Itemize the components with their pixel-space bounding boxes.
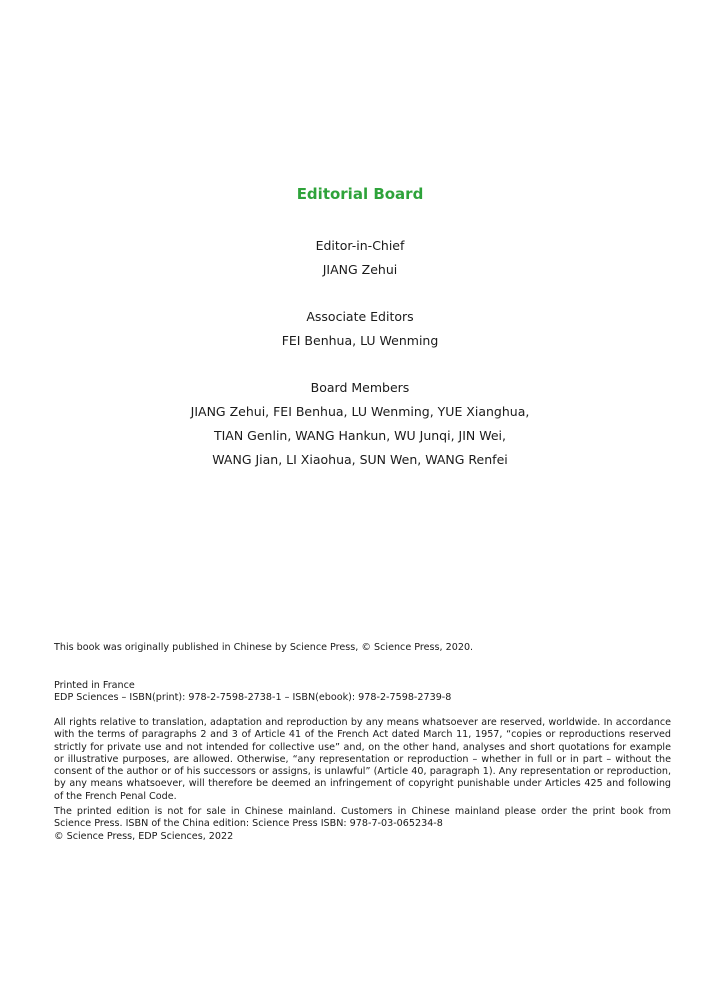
- editor-in-chief-label: Editor-in-Chief: [315, 238, 405, 253]
- original-publication-note: [54, 642, 671, 654]
- page-title: Editorial Board: [296, 185, 424, 203]
- edition-notice: [54, 806, 671, 843]
- board-members-line: TIAN Genlin, WANG Hankun, WU Junqi, JIN Wei,: [213, 428, 506, 443]
- edition-text: The printed edition is not for sale in Chinese mainland. Customers in Chinese mainland please order the print book from Science Press. ISBN of the China edition: Science Press ISBN: 978-7-03-065234-8: [54, 806, 671, 830]
- copyright-text: © Science Press, EDP Sciences, 2022: [54, 830, 234, 842]
- rights-text: All rights relative to translation, adaptation and reproduction by any means whatsoever are reserved, worldwide. In accordance with the terms of paragraphs 2 and 3 of Article 41 of the French Act dated March 11, 1957, “copies or reproductions reserved strictly for private use and not intended for collective use” and, on the other hand, analyses and short quotations for example or illustrative purposes, are allowed. Otherwise, “any representation or reproduction – whether in full or in part – without the consent of the author or of his successors or assigns, is unlawful” (Article 40, paragraph 1). Any representation or reproduction, by any means whatsoever, will therefore be deemed an infringement of copyright punishable under Articles 425 and following of the French Penal Code.: [54, 717, 671, 802]
- editorial-board: [0, 182, 720, 495]
- printed-in-text: Printed in France: [54, 680, 135, 691]
- editor-in-chief-name: JIANG Zehui: [322, 262, 398, 277]
- editor-in-chief-section: [0, 234, 720, 282]
- board-members-line: WANG Jian, LI Xiaohua, SUN Wen, WANG Renfei: [212, 452, 508, 467]
- associate-editors-names: FEI Benhua, LU Wenming: [281, 333, 439, 348]
- associate-editors-section: [0, 305, 720, 353]
- print-info: [54, 680, 671, 705]
- board-members-section: [0, 376, 720, 472]
- board-members-line: JIANG Zehui, FEI Benhua, LU Wenming, YUE Xianghua,: [190, 404, 530, 419]
- board-members-label: Board Members: [310, 380, 410, 395]
- associate-editors-label: Associate Editors: [306, 309, 414, 324]
- original-publication-text: This book was originally published in Chinese by Science Press, © Science Press, 2020.: [54, 642, 474, 653]
- isbn-text: EDP Sciences – ISBN(print): 978-2-7598-2738-1 – ISBN(ebook): 978-2-7598-2739-8: [54, 692, 452, 704]
- rights-notice: [54, 717, 671, 803]
